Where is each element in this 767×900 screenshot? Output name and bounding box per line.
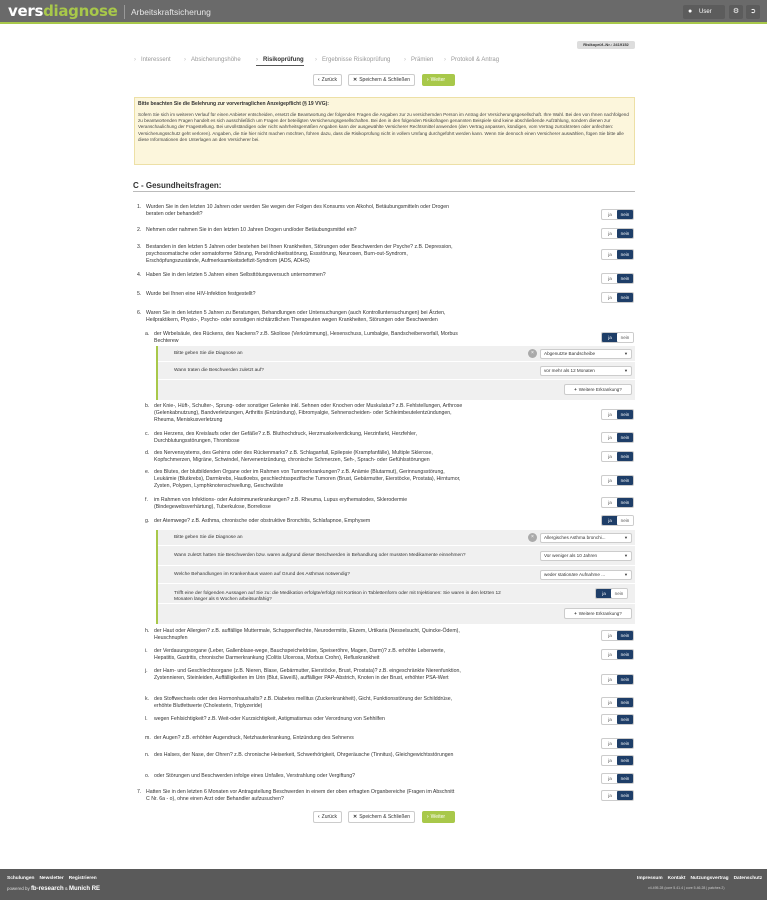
yes-option[interactable]: ja bbox=[608, 717, 612, 722]
answer-toggle-6k bbox=[601, 697, 634, 708]
notice-title: Bitte beachten Sie die Belehrung zur vorvertraglichen Anzeigepflicht (§ 19 VVG): bbox=[138, 101, 329, 107]
select-value: Allergisches Asthma bronchi... bbox=[544, 535, 606, 540]
caret-down-icon: ▼ bbox=[624, 351, 628, 356]
question-number: m. bbox=[145, 735, 151, 741]
footer-link-impressum[interactable]: Impressum bbox=[637, 876, 663, 881]
no-option[interactable]: nein bbox=[617, 452, 633, 461]
yes-option[interactable]: ja bbox=[608, 231, 612, 236]
clear-icon[interactable]: × bbox=[528, 349, 537, 358]
caret-down-icon: ▼ bbox=[624, 368, 628, 373]
step-label: Prämien bbox=[411, 57, 434, 63]
footer-link-schulungen[interactable]: Schulungen bbox=[7, 876, 35, 881]
answer-toggle-6f bbox=[601, 497, 634, 508]
chevron-right-icon: › bbox=[444, 57, 446, 63]
amp: & bbox=[64, 886, 68, 891]
question-number: d. bbox=[145, 450, 150, 456]
answer-toggle-6e bbox=[601, 475, 634, 486]
no-option[interactable]: nein bbox=[617, 756, 633, 765]
answer-toggle-6n bbox=[601, 755, 634, 766]
save-label: Speichern & Schließen bbox=[359, 814, 411, 820]
sub-label: Trifft eine der folgenden Aussagen auf Sie zu: die Medikation erfolgte/erfolgt mit Kortison in Tablettenform oder mit Injektionen: Sie waren in den letzten 12 Monaten länger als 6 Wochen arbeitsunfähig? bbox=[174, 591, 501, 603]
progress-steps bbox=[134, 56, 534, 66]
subquestion-l bbox=[145, 716, 465, 732]
last-symptoms-select[interactable] bbox=[540, 366, 632, 376]
gear-icon[interactable]: ⚙ bbox=[729, 5, 743, 19]
answer-toggle-6d bbox=[601, 451, 634, 462]
answer-toggle-q1 bbox=[601, 209, 634, 220]
question-number: h. bbox=[145, 628, 150, 634]
diagnosis-select[interactable] bbox=[540, 349, 632, 359]
step-label: Absicherungshöhe bbox=[191, 57, 241, 63]
answer-toggle-q4 bbox=[601, 273, 634, 284]
no-option[interactable]: nein bbox=[617, 274, 633, 283]
question-number: 7. bbox=[137, 789, 142, 795]
step-interessent[interactable] bbox=[134, 56, 171, 64]
plus-icon: + bbox=[574, 611, 577, 616]
question-text: des Nervensystems, des Gehirns oder des Rückenmarks? z.B. Schlaganfall, Epilepsie (Krampfanfälle), Multiple Sklerose, Kopfschmerzen, Migräne, Schwindel, Nervenentzündung, chronische Schmerzen, Seh-, Sprach- oder Gefühlsstörungen bbox=[154, 450, 433, 463]
question-number: l. bbox=[145, 716, 148, 722]
sub-label: Wann zuletzt hatten Sie Beschwerden bzw. waren aufgrund dieser Beschwerden in Behandlung oder mussten Medikamente einnehmen? bbox=[174, 553, 466, 558]
question-text: des Blutes, der blutbildenden Organe oder im Rahmen von Tumorerkrankungen? z.B. Anämie (Blutarmut), Gerinnungsstörung, Leukämie (Blutkrebs), Darmkrebs, Hautkrebs, geschlechtsspezifische Tumoren (Brust, Gebärmutter, Eierstöcke, Prostata), Hirntumor, Zysten, Polypen, Lymphknotenschwellung, Geschwülste bbox=[154, 469, 461, 489]
chevron-right-icon: › bbox=[256, 57, 258, 63]
section-title: C - Gesundheitsfragen: bbox=[133, 181, 222, 190]
answer-toggle-q3 bbox=[601, 249, 634, 260]
select-value: Abgenutzte Bandscheibe bbox=[544, 351, 596, 356]
save-close-button-bottom[interactable] bbox=[348, 811, 415, 823]
sub-label: Welche Behandlungen im Krankenhaus waren auf Grund des Asthmas notwendig? bbox=[174, 572, 350, 577]
close-icon: ✕ bbox=[353, 814, 358, 820]
question-1 bbox=[137, 204, 457, 220]
question-3 bbox=[137, 244, 457, 264]
question-text: der Augen? z.B. erhöhter Augendruck, Netzhauterkrankung, Entzündung des Sehnervs bbox=[154, 735, 354, 741]
question-number: 1. bbox=[137, 204, 142, 210]
plus-icon: + bbox=[574, 387, 577, 392]
subquestion-n bbox=[145, 752, 465, 768]
question-number: i. bbox=[145, 648, 148, 654]
question-7 bbox=[137, 789, 457, 805]
version-info: v4.495.28 (core 5.41.4 | core 5.46.28 | patches 2) bbox=[648, 886, 725, 890]
no-option[interactable]: nein bbox=[617, 476, 633, 485]
user-icon: ● bbox=[688, 8, 693, 15]
chevron-right-icon: › bbox=[404, 57, 406, 63]
select-value: weder stationäre Aufnahme ... bbox=[544, 572, 606, 577]
question-text: der Harn- und Geschlechtsorgane (z.B. Nieren, Blase, Gebärmutter, Eierstöcke, Brust, Prostata)? z.B. eingeschränkte Nierenfunktion, Zystennieren, Steinleiden, Auffälligkeiten im Urin (Blut, Eiweiß), auffälliger PAP-Abstrich, Knoten in der Brust, erhöhter PSA-Wert bbox=[154, 668, 461, 681]
answer-toggle-6h bbox=[601, 630, 634, 641]
question-number: k. bbox=[145, 696, 150, 702]
step-protokoll[interactable] bbox=[444, 56, 499, 64]
chevron-right-icon: › bbox=[427, 814, 429, 820]
subquestion-i bbox=[145, 648, 465, 664]
answer-toggle-q5 bbox=[601, 292, 634, 303]
question-text: des Herzens, des Kreislaufs oder der Gefäße? z.B. Bluthochdruck, Herzmuskelverdickung, Herzinfarkt, Herzfehler, Durchblutungsstörungen, Thrombose bbox=[154, 431, 417, 444]
logo[interactable]: versdiagnose bbox=[8, 2, 118, 20]
question-text: Haben Sie in den letzten 5 Jahren einen Selbsttötungsversuch unternommen? bbox=[146, 272, 326, 278]
question-number: e. bbox=[145, 469, 150, 475]
question-text: der Verdauungsorgane (Leber, Gallenblase-wege, Bauchspeicheldrüse, Speiseröhre, Magen, Darm)? z.B. erhöhte Leberwerte, Hepatitis, Gastritis, chronische Darmerkrankung (Colitis Ulcerosa, Morbus Crohn), Refluxkrankheit bbox=[154, 648, 445, 661]
question-text: wegen Fehlsichtigkeit? z.B. Weit-oder Kurzsichtigkeit, Astigmatismus oder Verordnung von Sehhilfen bbox=[154, 716, 385, 722]
answer-toggle-6c bbox=[601, 432, 634, 443]
more-label: Weitere Erkrankung? bbox=[578, 611, 622, 616]
subquestion-h bbox=[145, 628, 465, 644]
question-text: der Wirbelsäule, des Rückens, des Nackens? z.B. Skoliose (Verkrümmung), Hexenschuss, Lumbalgie, Bandscheibenvorfall, Morbus Bechterew bbox=[154, 331, 458, 344]
no-option[interactable]: nein bbox=[617, 715, 633, 724]
next-button[interactable] bbox=[422, 74, 455, 86]
question-number: a. bbox=[145, 331, 150, 337]
question-number: 2. bbox=[137, 227, 142, 233]
brand-munich-re: Munich RE bbox=[69, 886, 101, 892]
caret-down-icon: ▼ bbox=[624, 535, 628, 540]
question-text: der Knie-, Hüft-, Schulter-, Sprung- oder sonstiger Gelenke inkl. Sehnen oder Knochen oder Muskulatur? z.B. Fehlstellungen, Arthrose (Gelenkabnutzung), Bandverletzungen, Arthritis (Entzündung), Fibromyalgie, Sehnenscheiden- oder Schleimbeutelentzündungen, Rheuma, Meniskusverletzung bbox=[154, 403, 463, 423]
question-text: Wurde bei Ihnen eine HIV-Infektion festgestellt? bbox=[146, 291, 256, 297]
question-number: g. bbox=[145, 518, 150, 524]
disclosure-notice bbox=[134, 97, 635, 165]
powered-label: powered by bbox=[7, 886, 30, 891]
step-praemien[interactable] bbox=[404, 56, 433, 64]
subquestion-j bbox=[145, 668, 465, 684]
yes-option[interactable]: ja bbox=[608, 212, 612, 217]
footer-link-kontakt[interactable]: Kontakt bbox=[667, 876, 686, 881]
question-text: des Stoffwechsels oder des Hormonhaushalts? z.B. Diabetes mellitus (Zuckerkrankheit), Gicht, Funktionsstörung der Schilddrüse, erhöhte Blutfettwerte (Cholesterin, Triglyzeride) bbox=[154, 696, 453, 709]
subquestion-f bbox=[145, 497, 465, 513]
back-label: Zurück bbox=[321, 814, 337, 820]
no-option[interactable]: nein bbox=[617, 433, 633, 442]
no-option[interactable]: nein bbox=[617, 631, 633, 640]
yes-option[interactable]: ja bbox=[608, 454, 612, 459]
question-number: 6. bbox=[137, 310, 142, 316]
yes-option[interactable]: ja bbox=[608, 633, 612, 638]
diagnosis-select[interactable] bbox=[540, 533, 632, 543]
yes-option[interactable]: ja bbox=[608, 793, 612, 798]
no-option[interactable]: nein bbox=[617, 410, 633, 419]
subquestion-a bbox=[145, 331, 465, 347]
back-label: Zurück bbox=[321, 77, 337, 83]
yes-option[interactable]: ja bbox=[608, 478, 612, 483]
question-5 bbox=[137, 291, 457, 307]
sub-label: Wann traten die Beschwerden zuletzt auf? bbox=[174, 368, 264, 373]
chevron-right-icon: › bbox=[184, 57, 186, 63]
yes-option[interactable]: ja bbox=[602, 516, 618, 525]
question-text: Wurden Sie in den letzten 10 Jahren oder werden Sie wegen der Folgen des Konsums von Alkohol, Betäubungsmitteln oder Drogen beraten oder behandelt? bbox=[146, 204, 449, 217]
subquestion-m bbox=[145, 735, 465, 751]
yes-option[interactable]: ja bbox=[608, 295, 612, 300]
footer-right-links bbox=[632, 876, 762, 881]
sub-label: Bitte geben Sie die Diagnose an bbox=[174, 350, 243, 356]
answer-toggle-cortisone bbox=[595, 588, 628, 599]
sub-label: Bitte geben Sie die Diagnose an bbox=[174, 534, 243, 540]
yes-option[interactable]: ja bbox=[608, 252, 612, 257]
more-label: Weitere Erkrankung? bbox=[578, 387, 622, 392]
header-divider bbox=[124, 5, 125, 19]
yes-option[interactable]: ja bbox=[608, 677, 612, 682]
last-treatment-select[interactable] bbox=[540, 551, 632, 561]
yes-option[interactable]: ja bbox=[608, 758, 612, 763]
question-6 bbox=[137, 310, 457, 326]
step-risikopruefung[interactable] bbox=[256, 56, 304, 66]
yes-option[interactable]: ja bbox=[608, 776, 612, 781]
no-option[interactable]: nein bbox=[617, 791, 633, 800]
next-label: Weiter bbox=[430, 814, 446, 820]
risk-check-number-badge: Risikoprüf.-Nr.: 2419152 bbox=[577, 41, 635, 49]
subquestion-b bbox=[145, 403, 465, 423]
question-text: im Rahmen von Infektions- oder Autoimmunerkrankungen? z.B. Rheuma, Lupus erythematodes, Sklerodermie (Bindegewebsverhärtung), Tuberkulose, Borreliose bbox=[154, 497, 408, 510]
cortisone-row bbox=[158, 585, 635, 604]
app-title: Arbeitskraftsicherung bbox=[131, 7, 211, 17]
step-ergebnisse[interactable] bbox=[315, 56, 390, 64]
yes-option[interactable]: ja bbox=[608, 435, 612, 440]
question-text: der Haut oder Allergien? z.B. auffällige Muttermale, Schuppenflechte, Neurodermitis, Ekzem, Urtikaria (Nesselsucht, Quincke-Ödem), Heuschnupfen bbox=[154, 628, 460, 641]
step-absicherungshoehe[interactable] bbox=[184, 56, 241, 64]
question-number: 4. bbox=[137, 272, 142, 278]
back-button[interactable] bbox=[313, 74, 342, 86]
question-text: Waren Sie in den letzten 5 Jahren zu Beratungen, Behandlungen oder Untersuchungen (auch Kontrolluntersuchungen) bei Ärzten, Heilpraktikern, Physio-, Psycho- oder sonstigen nichtärztlichen Therapeuten wegen Krankheiten, Störungen oder Beschwerden bbox=[146, 310, 446, 323]
footer-link-nutzungsvertrag[interactable]: Nutzungsvertrag bbox=[690, 876, 729, 881]
question-number: j. bbox=[145, 668, 148, 674]
question-2 bbox=[137, 227, 457, 243]
answer-toggle-6j bbox=[601, 674, 634, 685]
question-number: n. bbox=[145, 752, 150, 758]
question-4 bbox=[137, 272, 457, 288]
step-label: Interessent bbox=[141, 57, 171, 63]
brand-fb-research: fb-research bbox=[30, 886, 64, 892]
back-button-bottom[interactable] bbox=[313, 811, 342, 823]
chevron-right-icon: › bbox=[315, 57, 317, 63]
select-value: vor mehr als 12 Monaten bbox=[544, 368, 595, 373]
question-number: o. bbox=[145, 773, 150, 779]
select-value: Vor weniger als 10 Jahren bbox=[544, 553, 598, 558]
answer-toggle-6b bbox=[601, 409, 634, 420]
chevron-right-icon: › bbox=[134, 57, 136, 63]
logout-icon[interactable]: ➲ bbox=[746, 5, 760, 19]
question-number: b. bbox=[145, 403, 150, 409]
no-option[interactable]: nein bbox=[617, 250, 633, 259]
footer-link-registrieren[interactable]: Registrieren bbox=[68, 876, 97, 881]
no-option[interactable]: nein bbox=[617, 650, 633, 659]
add-condition-button[interactable] bbox=[564, 608, 632, 619]
question-text: oder Störungen und Beschwerden infolge eines Unfalles, Verstrahlung oder Vergiftung? bbox=[154, 773, 356, 779]
yes-option[interactable]: ja bbox=[608, 652, 612, 657]
yes-option[interactable]: ja bbox=[596, 589, 612, 598]
question-number: 5. bbox=[137, 291, 142, 297]
answer-toggle-q7 bbox=[601, 790, 634, 801]
caret-down-icon: ▼ bbox=[624, 572, 628, 577]
no-option[interactable]: nein bbox=[617, 516, 633, 525]
footer-links bbox=[7, 876, 102, 881]
no-option[interactable]: nein bbox=[617, 333, 633, 342]
answer-toggle-6o bbox=[601, 773, 634, 784]
footer-link-newsletter[interactable]: Newsletter bbox=[39, 876, 64, 881]
answer-toggle-6i bbox=[601, 649, 634, 660]
subquestion-k bbox=[145, 696, 465, 712]
question-number: 3. bbox=[137, 244, 142, 250]
no-option[interactable]: nein bbox=[617, 229, 633, 238]
no-option[interactable]: nein bbox=[617, 739, 633, 748]
yes-option[interactable]: ja bbox=[602, 333, 618, 342]
question-text: der Atemwege? z.B. Asthma, chronische oder obstruktive Bronchitis, Schlafapnoe, Emphysem bbox=[154, 518, 371, 524]
subquestion-e bbox=[145, 469, 465, 489]
no-option[interactable]: nein bbox=[617, 498, 633, 507]
yes-option[interactable]: ja bbox=[608, 276, 612, 281]
notice-text: Sofern Sie sich im weiteren Verlauf für einen Anbieter entscheiden, ersetzt die Beantwortung der folgenden Fragen die Angaben zur zu versichernden Person im Antrag der Versicherungsgesellschaft. Ihre Wahl. Bei den von Ihnen nachfolgend zu beantwortenden Fragen handelt es sich ausschließlich um Fragen der beteiligten Versicherungsgesellschaften. Bei den in den folgenden Risikofragen genannten Beispiele sind keine abschließende Aufzählung, sondern dienen zur Veranschaulichung der Fragestellung. Bei unvollständigen oder nicht wahrheitsgemäßen Angaben kann der ausgewählte Versicherer Rechtsmittel anwenden (den Vertrag anpassen, kündigen, vom Vertrag zurücktreten oder anfechten: Versicherungsschutz geht verloren). Angaben, die Sie hier nicht machen möchten, führen dazu, dass die Risikoprüfung nicht in vollem Umfang durchgeführt werden kann. Wenn Sie dennoch einen Versicherer auswählen, fügen Sie bitte alle diese Informationen den Unterlagen an den Versicherer bei. bbox=[138, 112, 629, 142]
answer-toggle-6m bbox=[601, 738, 634, 749]
question-number: f. bbox=[145, 497, 148, 503]
step-label: Ergebnisse Risikoprüfung bbox=[322, 57, 391, 63]
step-label: Protokoll & Antrag bbox=[451, 57, 500, 63]
footer-link-datenschutz[interactable]: Datenschutz bbox=[733, 876, 763, 881]
no-option[interactable]: nein bbox=[611, 589, 627, 598]
user-label: User bbox=[699, 9, 712, 15]
question-text: des Halses, der Nase, der Ohren? z.B. chronische Heiserkeit, Schwerhörigkeit, Ohrgeräusche (Tinnitus), Gleichgewichtsstörungen bbox=[154, 752, 454, 758]
hospital-treatment-select[interactable] bbox=[540, 570, 632, 580]
subquestion-o bbox=[145, 773, 465, 789]
user-menu-button[interactable] bbox=[683, 5, 725, 19]
detail-panel-6g bbox=[156, 530, 635, 624]
yes-option[interactable]: ja bbox=[608, 412, 612, 417]
no-option[interactable]: nein bbox=[617, 698, 633, 707]
clear-icon[interactable]: × bbox=[528, 533, 537, 542]
question-text: Hatten Sie in den letzten 6 Monaten vor Antragstellung Beschwerden in einem der oben erfragten Organbereiche (Fragen im Abschnitt C Nr. 6a - o), ohne einen Arzt oder Behandler aufzusuchen? bbox=[146, 789, 455, 802]
no-option[interactable]: nein bbox=[617, 675, 633, 684]
detail-panel-6a bbox=[156, 346, 635, 400]
powered-by bbox=[7, 885, 100, 893]
section-divider bbox=[133, 191, 635, 192]
answer-toggle-6g bbox=[601, 515, 634, 526]
chevron-left-icon: ‹ bbox=[318, 77, 320, 83]
save-label: Speichern & Schließen bbox=[359, 77, 411, 83]
footer bbox=[0, 869, 767, 900]
top-header bbox=[0, 0, 767, 24]
answer-toggle-q2 bbox=[601, 228, 634, 239]
yes-option[interactable]: ja bbox=[608, 700, 612, 705]
add-condition-button[interactable] bbox=[564, 384, 632, 395]
step-label: Risikoprüfung bbox=[263, 57, 304, 63]
subquestion-c bbox=[145, 431, 465, 447]
chevron-left-icon: ‹ bbox=[318, 814, 320, 820]
next-label: Weiter bbox=[430, 77, 446, 83]
question-text: Bestanden in den letzten 5 Jahren oder bestehen bei Ihnen Krankheiten, Störungen oder Beschwerden der Psyche? z.B. Depression, psychosomatische oder somatoforme Störung, Persönlichkeitsstörung, Essstörung, Neurosen, Burn-out-Syndrom, Erschöpfungszustände, Aufmerksamkeitsdefizit-Syndrom (ADS, ADHS) bbox=[146, 244, 453, 264]
yes-option[interactable]: ja bbox=[608, 500, 612, 505]
no-option[interactable]: nein bbox=[617, 774, 633, 783]
question-text: Nehmen oder nahmen Sie in den letzten 10 Jahren Drogen und/oder Betäubungsmittel ein? bbox=[146, 227, 357, 233]
caret-down-icon: ▼ bbox=[624, 553, 628, 558]
question-number: c. bbox=[145, 431, 150, 437]
subquestion-d bbox=[145, 450, 465, 466]
answer-toggle-6a bbox=[601, 332, 634, 343]
save-close-button[interactable] bbox=[348, 74, 415, 86]
chevron-right-icon: › bbox=[427, 77, 429, 83]
no-option[interactable]: nein bbox=[617, 210, 633, 219]
yes-option[interactable]: ja bbox=[608, 741, 612, 746]
next-button-bottom[interactable] bbox=[422, 811, 455, 823]
close-icon: ✕ bbox=[353, 77, 358, 83]
no-option[interactable]: nein bbox=[617, 293, 633, 302]
answer-toggle-6l bbox=[601, 714, 634, 725]
